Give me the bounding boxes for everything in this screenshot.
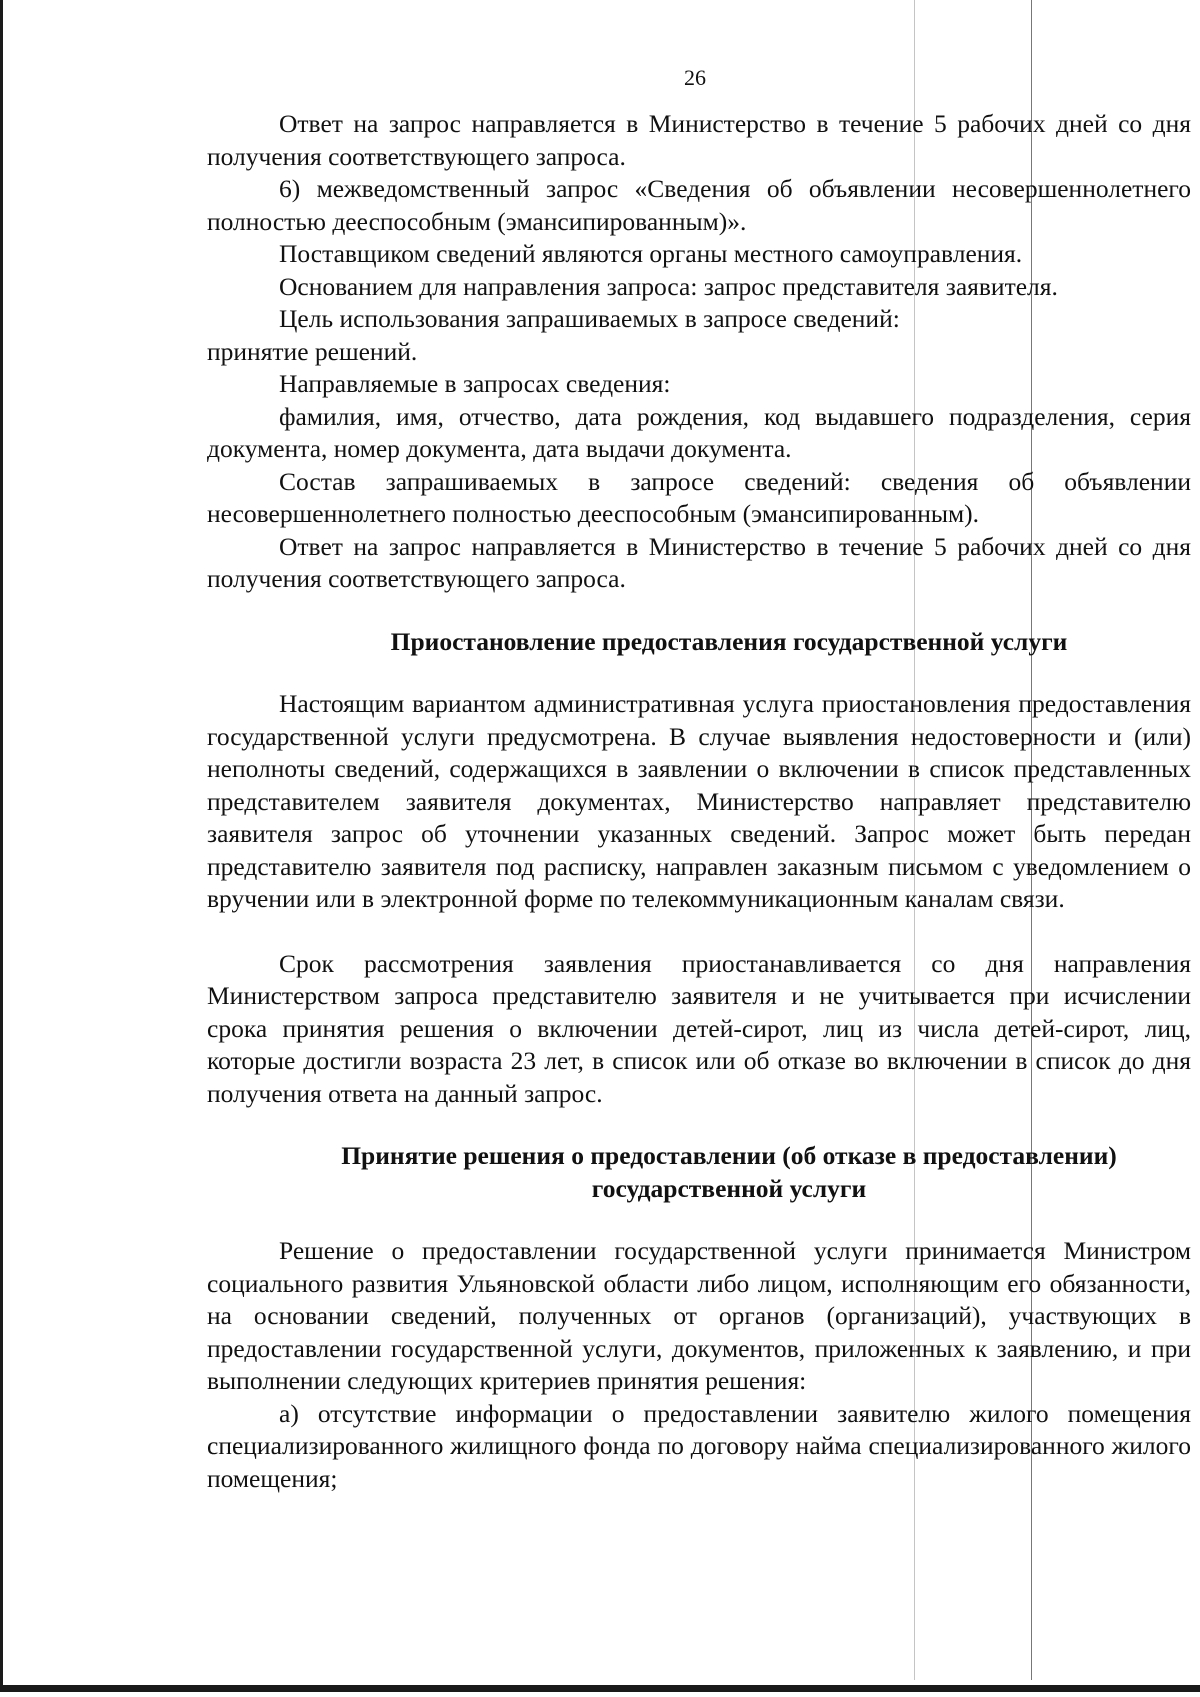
scan-edge-left: [0, 0, 3, 1690]
paragraph: принятие решений.: [207, 336, 418, 366]
paragraph: Срок рассмотрения заявления приостанавливается со дня направления Министерством запроса представителю заявителя и не учитывается при исчислении срока принятия решения о включении детей-сирот, лиц из числа детей-сирот, лиц, которые достигли возраста 23 лет, в список или об отказе во включении в список до дня получения ответа на данный запрос.: [207, 948, 1191, 1108]
paragraph: Настоящим вариантом административная услуга приостановления предоставления государственной услуги предусмотрена. В случае выявления недостоверности и (или) неполноты сведений, содержащихся в заявлении о включении в список представленных представителем заявителя документах, Министерство направляет представителю заявителя запрос об уточнении указанных сведений. Запрос может быть передан представителю заявителя под расписку, направлен заказным письмом с уведомлением о вручении или в электронной форме по телекоммуникационным каналам связи.: [207, 689, 1191, 913]
spacer: [207, 1110, 1191, 1140]
paragraph: Состав запрашиваемых в запросе сведений: сведения об объявлении несовершеннолетнего полностью дееспособным (эмансипированным).: [207, 466, 1191, 528]
paragraph: Решение о предоставлении государственной услуги принимается Министром социального развития Ульяновской области либо лицом, исполняющим его обязанности, на основании сведений, полученных от органов (организаций), участвующих в предоставлении государственной услуги, документов, приложенных к заявлению, и при выполнении следующих критериев принятия решения:: [207, 1236, 1191, 1395]
spacer: [207, 1205, 1191, 1235]
paragraph: Поставщиком сведений являются органы местного самоуправления.: [279, 239, 1023, 268]
scan-edge-bottom: [0, 1685, 1200, 1692]
paragraph: а) отсутствие информации о предоставлении заявителю жилого помещения специализированного жилищного фонда по договору найма специализированного жилого помещения;: [207, 1398, 1191, 1493]
paragraph: Направляемые в запросах сведения:: [279, 369, 671, 398]
paragraph: Основанием для направления запроса: запрос представителя заявителя.: [279, 271, 1058, 301]
page-number: 26: [684, 65, 706, 90]
spacer: [207, 916, 1191, 948]
paragraph: Цель использования запрашиваемых в запросе сведений:: [279, 304, 900, 333]
document-body: [207, 108, 1191, 1495]
paragraph: Ответ на запрос направляется в Министерство в течение 5 рабочих дней со дня получения соответствующего запроса.: [207, 531, 1191, 593]
paragraph: фамилия, имя, отчество, дата рождения, код выдавшего подразделения, серия документа, номер документа, дата выдачи документа.: [207, 401, 1191, 463]
section-heading: Приостановление предоставления государственной услуги: [390, 626, 1068, 656]
section-heading: Принятие решения о предоставлении (об отказе в предоставлении) государственной услуги: [341, 1141, 1117, 1203]
spacer: [207, 596, 1191, 626]
spacer: [207, 658, 1191, 688]
paragraph: Ответ на запрос направляется в Министерство в течение 5 рабочих дней со дня получения соответствующего запроса.: [207, 109, 1191, 171]
paragraph: 6) межведомственный запрос «Сведения об объявлении несовершеннолетнего полностью дееспособным (эмансипированным)».: [207, 174, 1191, 236]
